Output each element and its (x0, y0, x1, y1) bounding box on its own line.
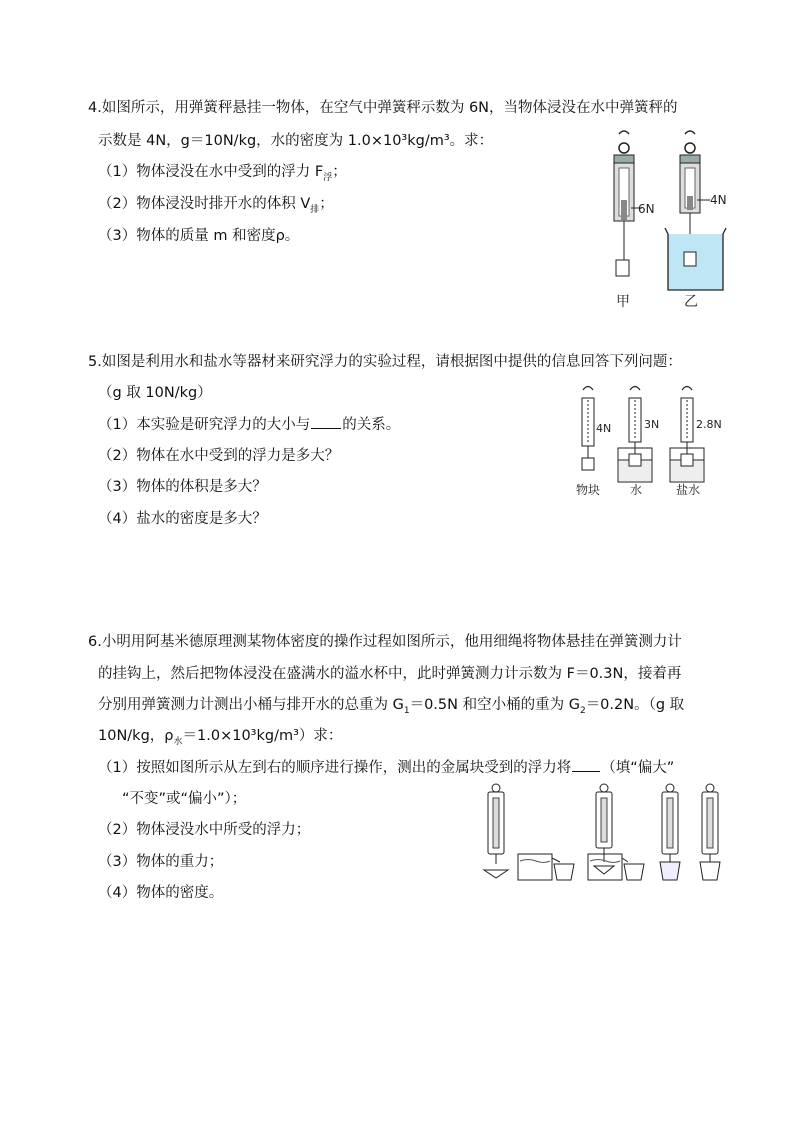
q6-item3: （3）物体的重力； (98, 854, 224, 870)
q6-spring-meter-1 (484, 784, 508, 878)
q4-figure (598, 128, 738, 308)
q6-spring-meter-3 (660, 784, 680, 880)
q5-item1 (98, 414, 400, 435)
q6-answer-blank[interactable] (572, 757, 600, 772)
q5-answer-blank[interactable] (311, 414, 341, 429)
q5-item3: （3）物体的体积是多大？ (98, 479, 267, 495)
q4-item1-text: （1）物体浸没在水中受到的浮力 F (98, 164, 324, 180)
q6-line3-b: ＝0.5N 和空小桶的重为 G (409, 697, 580, 713)
q5-item1-end: 的关系。 (342, 417, 401, 433)
q5-caption-1: 物块 (576, 483, 601, 497)
q6-bucket-2 (624, 864, 644, 880)
q6-overflow-cup-2 (588, 854, 628, 880)
q6-line3-c: ＝0.2N。（g 取 (585, 697, 685, 713)
q6-item4: （4）物体的密度。 (98, 885, 224, 901)
q5-figure (568, 384, 738, 502)
q6-line4-a: 10N/kg，ρ (98, 728, 174, 744)
q4-line2: 示数是 4N，g＝10N/kg，水的密度为 1.0×10³kg/m³。求： (98, 133, 494, 149)
q6-item1 (98, 757, 674, 778)
q4-item2-end: ； (319, 196, 334, 212)
q6-item1-cont: “不变”或“偏小”）； (122, 791, 247, 807)
q6-item1-text: （1）按照如图所示从左到右的顺序进行操作，测出的金属块受到的浮力将 (98, 760, 572, 776)
q6-overflow-cup-1 (518, 854, 560, 880)
q6-line3-sub2: 2 (579, 705, 586, 716)
q6-spring-meter-4 (700, 784, 720, 880)
q4-caption-left: 甲 (616, 294, 630, 308)
q6-line2: 的挂钩上，然后把物体浸没在盛满水的溢水杯中，此时弹簧测力计示数为 F＝0.3N，接着再 (98, 666, 682, 682)
q4-beaker (665, 228, 726, 290)
q4-item2-sub: 排 (310, 204, 320, 215)
q6-item2: （2）物体浸没水中所受的浮力； (98, 822, 311, 838)
q6-figure (478, 782, 740, 886)
q4-item3: （3）物体的质量 m 和密度ρ。 (98, 228, 300, 244)
q5-spring-scale-3 (670, 387, 704, 483)
q4-item1 (98, 162, 347, 188)
q6-line1: 6.小明用阿基米德原理测某物体密度的操作过程如图所示，他用细绳将物体悬挂在弹簧测力计 (88, 634, 682, 650)
q5-reading-2: 3N (644, 418, 660, 431)
q5-caption-2: 水 (630, 483, 643, 497)
q4-item1-end: ； (332, 164, 347, 180)
q5-item1-text: （1）本实验是研究浮力的大小与 (98, 417, 311, 433)
q5-spring-scale-1 (582, 387, 594, 471)
q4-caption-right: 乙 (684, 294, 698, 308)
q5-reading-3: 2.8N (696, 418, 722, 431)
q6-line3 (98, 695, 684, 721)
q5-item4: （4）盐水的密度是多大？ (98, 511, 267, 527)
q6-line4-b: ＝1.0×10³kg/m³）求： (182, 728, 343, 744)
q4-label-6n: 6N (638, 202, 655, 216)
q6-line4-sub: 水 (173, 736, 183, 747)
q5-line2: （g 取 10N/kg） (98, 385, 212, 401)
q5-reading-1: 4N (596, 422, 612, 435)
q5-caption-3: 盐水 (676, 483, 701, 497)
q5-spring-scale-2 (618, 387, 652, 483)
q4-line1: 4.如图所示，用弹簧秤悬挂一物体，在空气中弹簧秤示数为 6N，当物体浸没在水中弹簧秤的 (88, 100, 678, 116)
q5-item2: （2）物体在水中受到的浮力是多大？ (98, 448, 340, 464)
q6-spring-meter-2 (596, 784, 612, 862)
q4-item1-sub: 浮 (323, 172, 333, 183)
q6-line4 (98, 726, 342, 752)
q4-item2-text: （2）物体浸没时排开水的体积 V (98, 196, 311, 212)
q5-line1: 5.如图是利用水和盐水等器材来研究浮力的实验过程，请根据图中提供的信息回答下列问题： (88, 354, 682, 370)
q4-label-4n: 4N (710, 193, 727, 207)
q6-bucket-1 (554, 864, 574, 880)
q4-item2 (98, 194, 334, 220)
q6-line3-sub1: 1 (403, 705, 410, 716)
q6-item1-end: （填“偏大” (601, 760, 675, 776)
q6-line3-a: 分别用弹簧测力计测出小桶与排开水的总重为 G (98, 697, 404, 713)
